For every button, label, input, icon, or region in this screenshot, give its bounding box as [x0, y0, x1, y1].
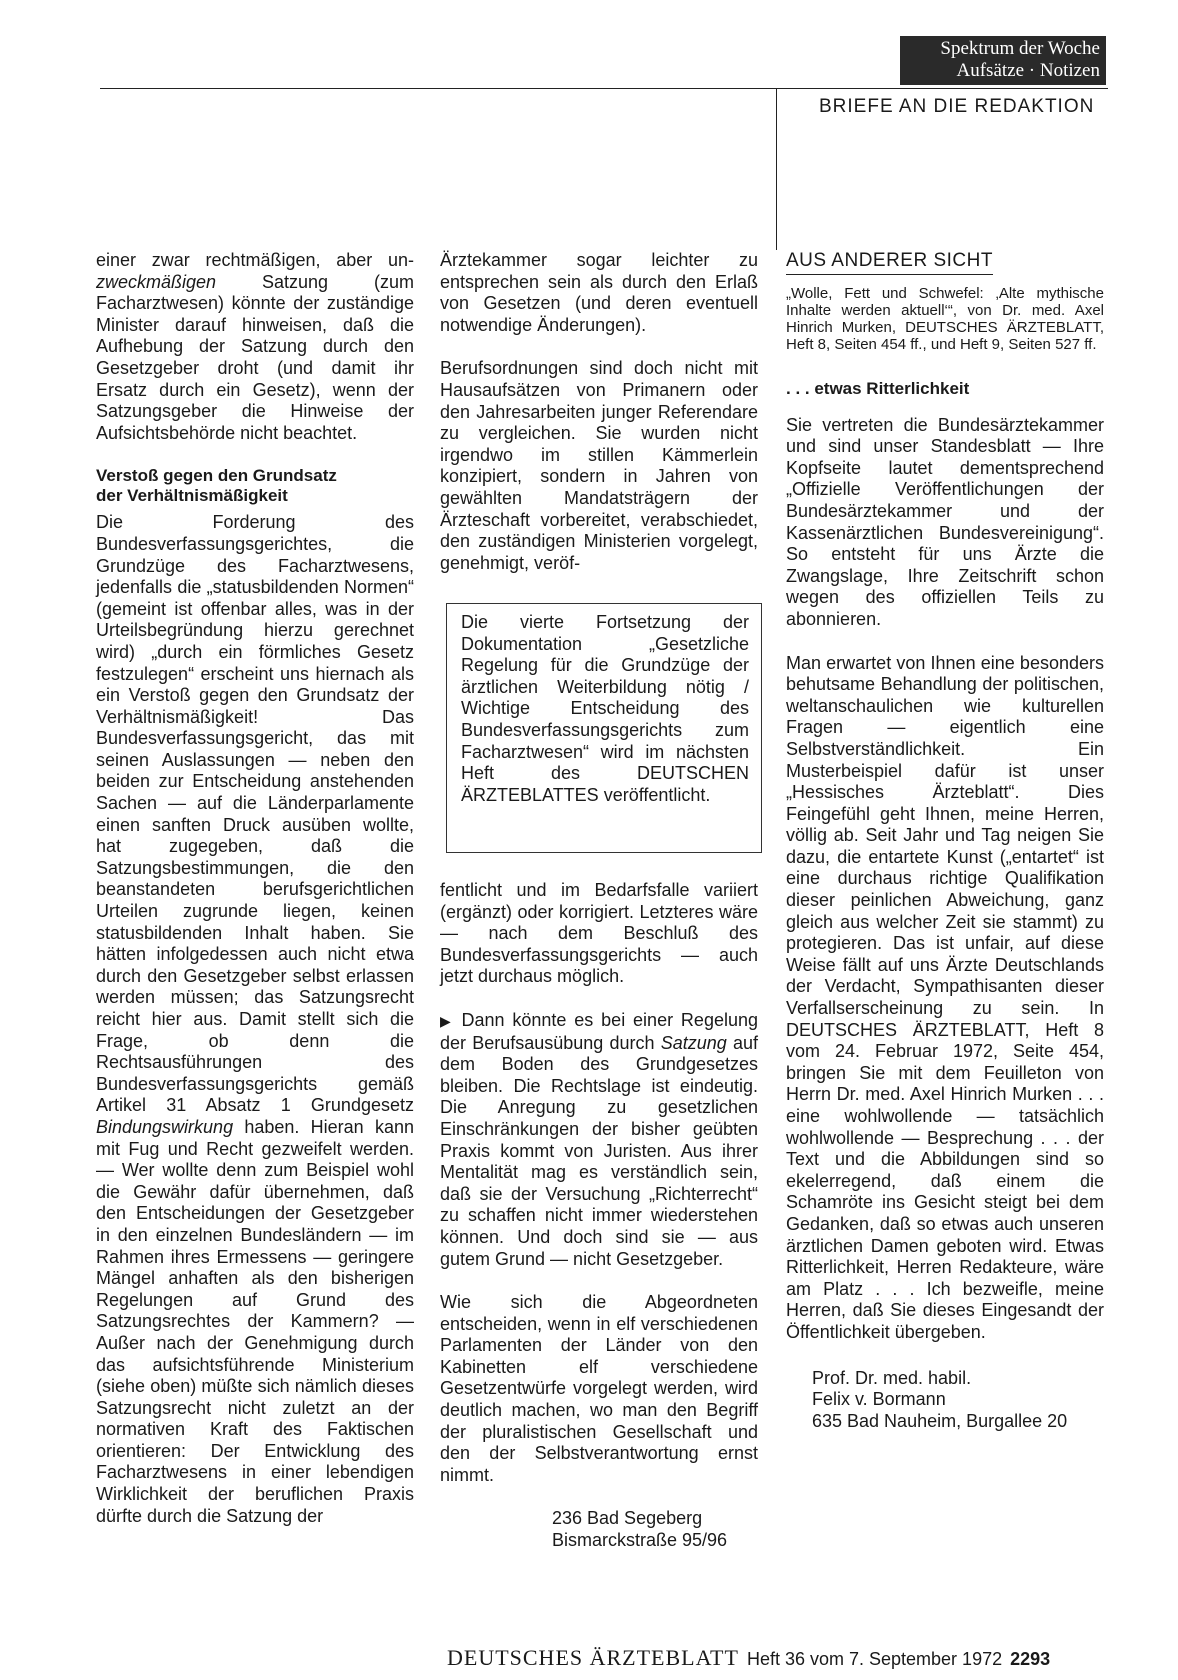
top-rule [100, 88, 1108, 89]
section-title: BRIEFE AN DIE REDAKTION [819, 96, 1095, 117]
arrow-icon: ▶ [440, 1012, 454, 1029]
middle-column-top [440, 250, 758, 574]
notice-box [446, 603, 762, 853]
letter-paragraph-1: Sie vertreten die Bundesärztekammer und sind unser Standesblatt — Ihre Kopfseite lautet dementsprechend „Offizielle Veröffentlichungen der Bundesärztekammer und der Kassenärztlichen Bundesvereinigung“. So entsteht für uns Ärzte die Zwangslage, Ihre Zeitschrift schon wegen des offiziellen Teils zu abonnieren. [786, 414, 1104, 629]
section-label-line2: Aufsätze · Notizen [956, 60, 1100, 81]
page-number: 2293 [1010, 1649, 1051, 1669]
right-column [786, 250, 1104, 1432]
author-address: 236 Bad Segeberg Bismarckstraße 95/96 [552, 1508, 728, 1551]
notice-text: Die vierte Fortsetzung der Dokumentation „Gesetzliche Regelung für die Grundzüge der ärztlichen Weiterbildung nötig / Wichtige Entscheidung des Bundesverfassungsgerichts zum Facharztwesen“ wird im nächsten Heft des DEUTSCHEN ÄRZTEBLATTES veröffentlicht. [461, 612, 749, 805]
page-footer [447, 1645, 1050, 1671]
letter-heading: . . . etwas Ritterlichkeit [786, 378, 970, 398]
middle-paragraph-5: Wie sich die Abgeordneten entscheiden, wenn in elf verschiedenen Parlamenten der Länder von den Kabinetten elf verschiedene Gesetzentwürfe vorgelegt werden, wird deutlich machen, wo man den Begriff der pluralistischen Gesellschaft und den der Selbstverantwortung ernst nimmt. [440, 1292, 758, 1485]
left-paragraph-1: einer zwar rechtmäßigen, aber un- zweckmäßigen Satzung (zum Facharztwesen) könnte der zuständige Minister darauf hinweisen, daß die Aufhebung der Satzung durch den Gesetzgeber droht (und damit ihr Ersatz durch ein Gesetz), wenn der Satzungsgeber die Hinweise der Aufsichtsbehörde nicht beachtet. [96, 250, 414, 443]
letter-section-title: AUS ANDERER SICHT [786, 250, 993, 275]
left-paragraph-2: Die Forderung des Bundesverfassungsgerichtes, die Grundzüge des Facharztwesens, jedenfalls die „statusbildenden Normen“ (gemeint ist offenbar alles, was in der Urteilsbegründung hierzu gerechnet wird) „durch ein förmliches Gesetz festzulegen“ erscheint uns hiernach als ein Verstoß gegen den Grundsatz der Verhältnismäßigkeit! Das Bundesverfassungsgericht, das mit seinen Auslassungen — neben den beiden zur Entscheidung anstehenden Sachen — auf die Länderparlamente einen sanften Druck ausüben wollte, hat zugegeben, daß die Satzungsbestimmungen, die den beanstandeten berufsgerichtlichen Urteilen zugrunde liegen, keinen statusbildenden Inhalt haben. Sie hätten infolgedessen auch nicht etwa durch den Gesetzgeber selbst erlassen werden müssen; das Satzungsrecht reicht hier aus. Damit stellt sich die Frage, ob denn die Rechtsausführungen des Bundesverfassungsgerichts gemäß Artikel 31 Absatz 1 Grundgesetz Bindungswirkung haben. Hieran kann mit Fug und Recht gezweifelt werden. — Wer wollte denn zum Beispiel wohl die Gewähr dafür übernehmen, daß den Entscheidungen der Gesetzgeber in den einzelnen Bundesländern — im Rahmen ihres Ermessens — geringere Mängel anhaften als den bisherigen Regelungen auf Grund des Satzungsrechtes der Kammern? — Außer nach der Genehmigung durch das aufsichtsführende Ministerium (siehe oben) müßte sich nämlich dieses Satzungsrecht nicht zuletzt an der normativen Kraft des Faktischen orientieren: Der Entwicklung des Facharztwesens in einer lebendigen Wirklichkeit der beruflichen Praxis dürfte durch die Satzung der [96, 512, 414, 1526]
left-column [96, 250, 414, 1527]
section-label-box [900, 36, 1106, 85]
middle-paragraph-4: ▶ Dann könnte es bei einer Regelung der Berufsausübung durch Satzung auf dem Boden des Grundgesetzes bleiben. Die Rechtslage ist eindeutig. Die Anregung zu gesetzlichen Einschränkungen der bisher geübten Praxis kommt von Juristen. Aus ihrer Mentalität mag es verständlich sein, daß sie der Versuchung „Richterrecht“ zu schaffen nicht immer wiederstehen können. Und doch sind sie — aus gutem Grund — nicht Gesetzgeber. [440, 1009, 758, 1269]
subheading-verstoss: Verstoß gegen den Grundsatz der Verhältnismäßigkeit [96, 466, 337, 506]
middle-paragraph-3: fentlicht und im Bedarfsfalle variiert (ergänzt) oder korrigiert. Letzteres wäre — nach dem Beschluß des Bundesverfassungsgerichts — auch jetzt durchaus möglich. [440, 880, 758, 987]
issue-info: Heft 36 vom 7. September 1972 [746, 1649, 1003, 1669]
article-reference: „Wolle, Fett und Schwefel: ‚Alte mythische Inhalte werden aktuell‘“, von Dr. med. Axel Hinrich Murken, DEUTSCHES ÄRZTEBLATT, Heft 8, Seiten 454 ff., und Heft 9, Seiten 527 ff. [786, 284, 1104, 353]
letter-paragraph-2: Man erwartet von Ihnen eine besonders behutsame Behandlung der politischen, weltanschaulichen wie kulturellen Fragen — eigentlich eine Selbstverständlichkeit. Ein Musterbeispiel dafür ist unser „Hessisches Ärzteblatt“. Dies Feingefühl geht Ihnen, meine Herren, völlig ab. Seit Jahr und Tag neigen Sie dazu, die entartete Kunst („entartet“ ist eine durchaus richtige Qualifikation dieser peinlichen Abweichung, ganz gleich aus welcher Zeit sie stammt) zu protegieren. Das ist unfair, auf diese Weise fällt auf uns Ärzte Deutschlands der Verdacht, Sympathisanten dieser Verfallserscheinung zu sein. In DEUTSCHES ÄRZTEBLATT, Heft 8 vom 24. Februar 1972, Seite 454, bringen Sie mit dem Feuilleton von Herrn Dr. med. Axel Hinrich Murken . . . eine wohlwollende — tatsächlich wohlwollende — Besprechung . . . der Text und die Abbildungen sind so ekelerregend, daß einem die Schamröte ins Gesicht steigt bei dem Gedanken, daß so etwas auch unseren ärztlichen Damen geboten wird. Etwas Ritterlichkeit, Herren Redakteure, wäre am Platz . . . Ich bezweifle, meine Herren, daß Sie dieses Eingesandt der Öffentlichkeit übergeben. [786, 652, 1104, 1342]
section-label-line1: Spektrum der Woche [940, 38, 1100, 59]
letter-signature: Prof. Dr. med. habil. Felix v. Bormann 635 Bad Nauheim, Burgallee 20 [812, 1367, 1068, 1431]
column-rule [776, 88, 777, 250]
middle-paragraph-1: Ärztekammer sogar leichter zu entsprechen sein als durch den Erlaß von Gesetzen (und deren eventuell notwendige Änderungen). [440, 250, 758, 335]
journal-name: DEUTSCHES ÄRZTEBLATT [447, 1645, 739, 1670]
middle-column-bottom [440, 880, 758, 1552]
middle-paragraph-2: Berufsordnungen sind doch nicht mit Hausaufsätzen von Primanern oder den Jahresarbeiten junger Referendare zu vergleichen. Sie wurden nicht irgendwo im stillen Kämmerlein konzipiert, sondern in Jahren von gewählten Mandatsträgern der Ärzteschaft vorbereitet, verabschiedet, den zuständigen Ministerien vorgelegt, genehmigt, veröf- [440, 358, 758, 573]
